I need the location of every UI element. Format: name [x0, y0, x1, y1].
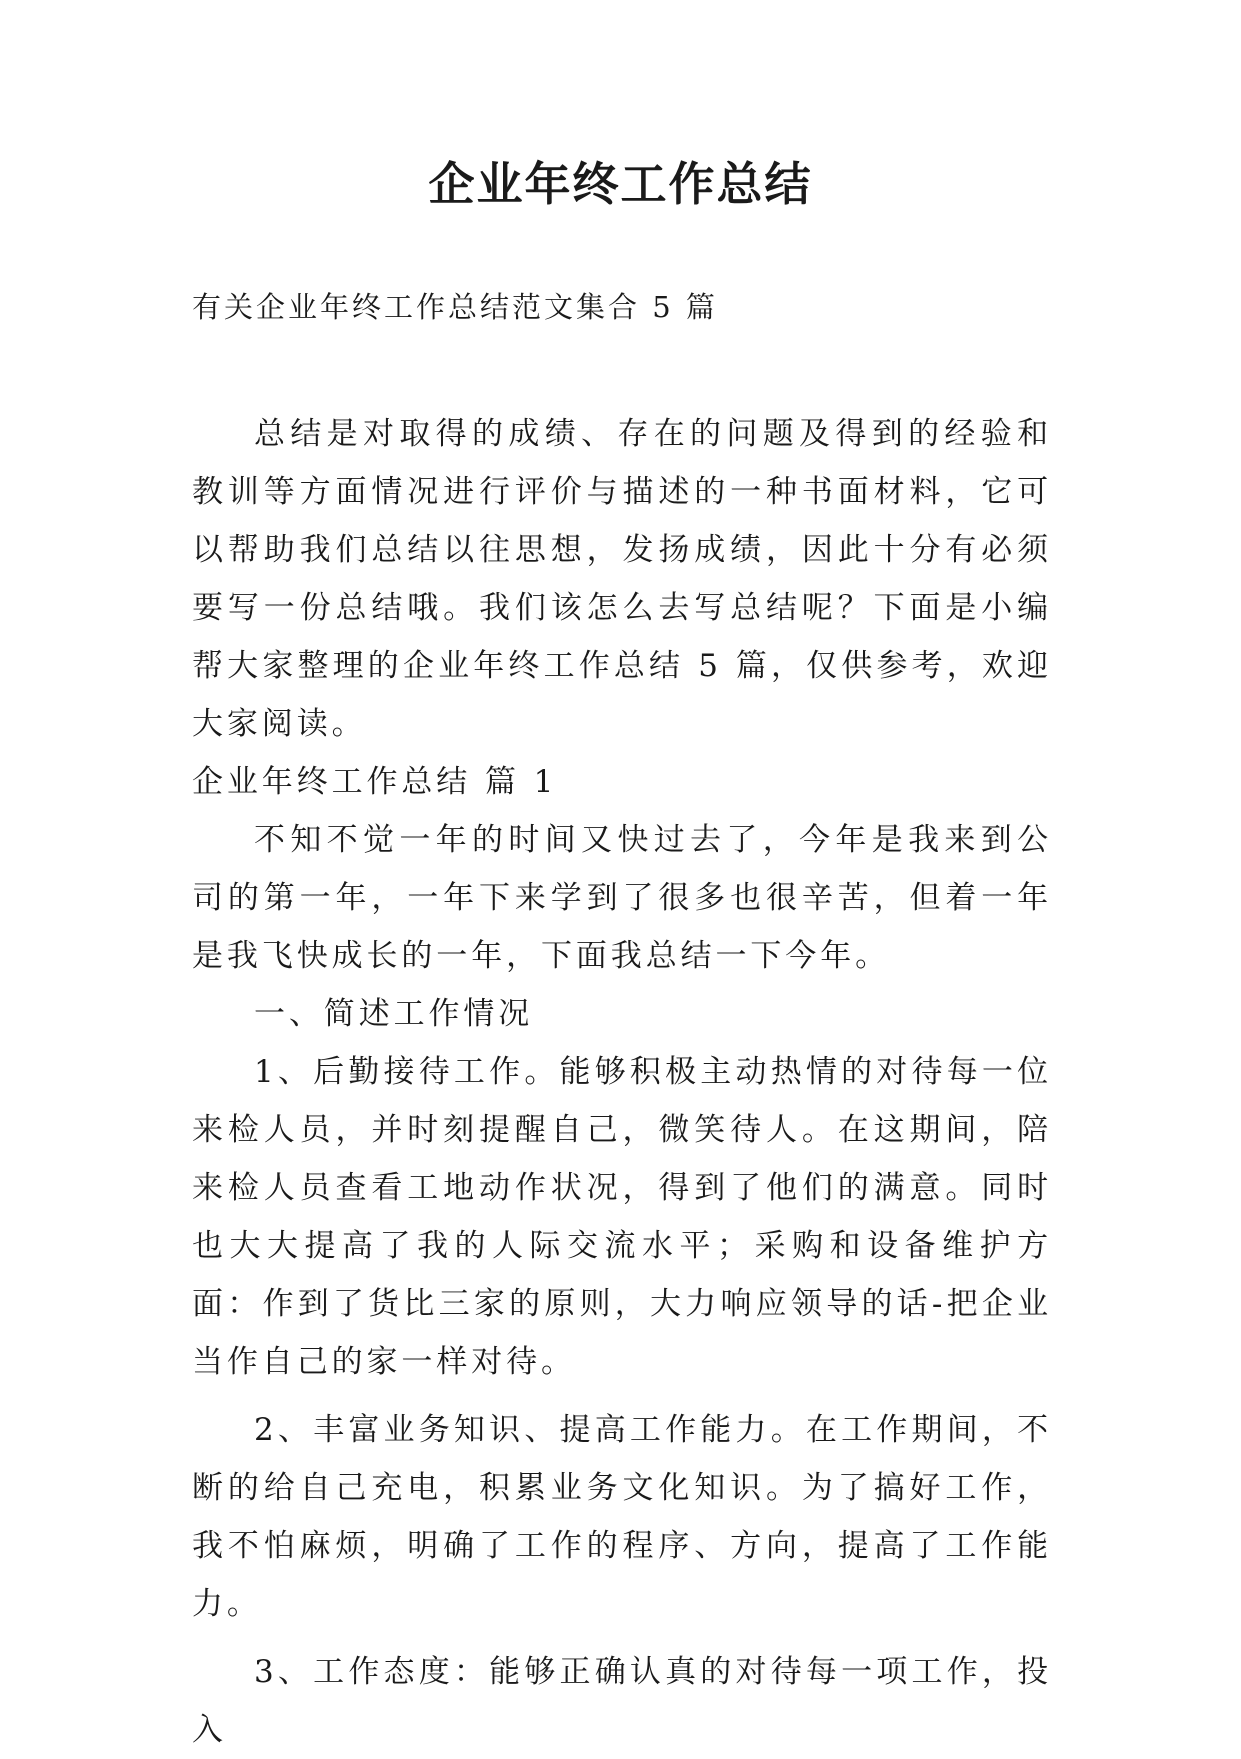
list-item: 1、后勤接待工作。能够积极主动热情的对待每一位来检人员，并时刻提醒自己，微笑待人。在这期间，陪来检人员查看工地动作状况，得到了他们的满意。同时也大大提高了我的人际交流水平；采购和设备维护方面：作到了货比三家的原则，大力响应领导的话-把企业当作自己的家一样对待。 [192, 1054, 1052, 1380]
intro-paragraph: 总结是对取得的成绩、存在的问题及得到的经验和教训等方面情况进行评价与描述的一种书面材料，它可以帮助我们总结以往思想，发扬成绩，因此十分有必须要写一份总结哦。我们该怎么去写总结呢？下面是小编帮大家整理的企业年终工作总结 5 篇，仅供参考，欢迎大家阅读。 [192, 416, 1052, 742]
document-title: 企业年终工作总结 [428, 157, 813, 211]
document-body [192, 405, 1052, 1759]
list-item: 2、丰富业务知识、提高工作能力。在工作期间，不断的给自己充电，积累业务文化知识。为了搞好工作，我不怕麻烦，明确了工作的程序、方向，提高了工作能力。 [192, 1412, 1052, 1622]
section-heading: 企业年终工作总结 篇 1 [192, 764, 558, 800]
body-paragraph: 不知不觉一年的时间又快过去了，今年是我来到公司的第一年，一年下来学到了很多也很辛苦，但着一年是我飞快成长的一年，下面我总结一下今年。 [192, 822, 1052, 974]
document-subtitle: 有关企业年终工作总结范文集合 5 篇 [192, 290, 718, 324]
list-item: 3、工作态度：能够正确认真的对待每一项工作，投入 [192, 1654, 1052, 1748]
item-heading: 一、简述工作情况 [254, 996, 534, 1032]
